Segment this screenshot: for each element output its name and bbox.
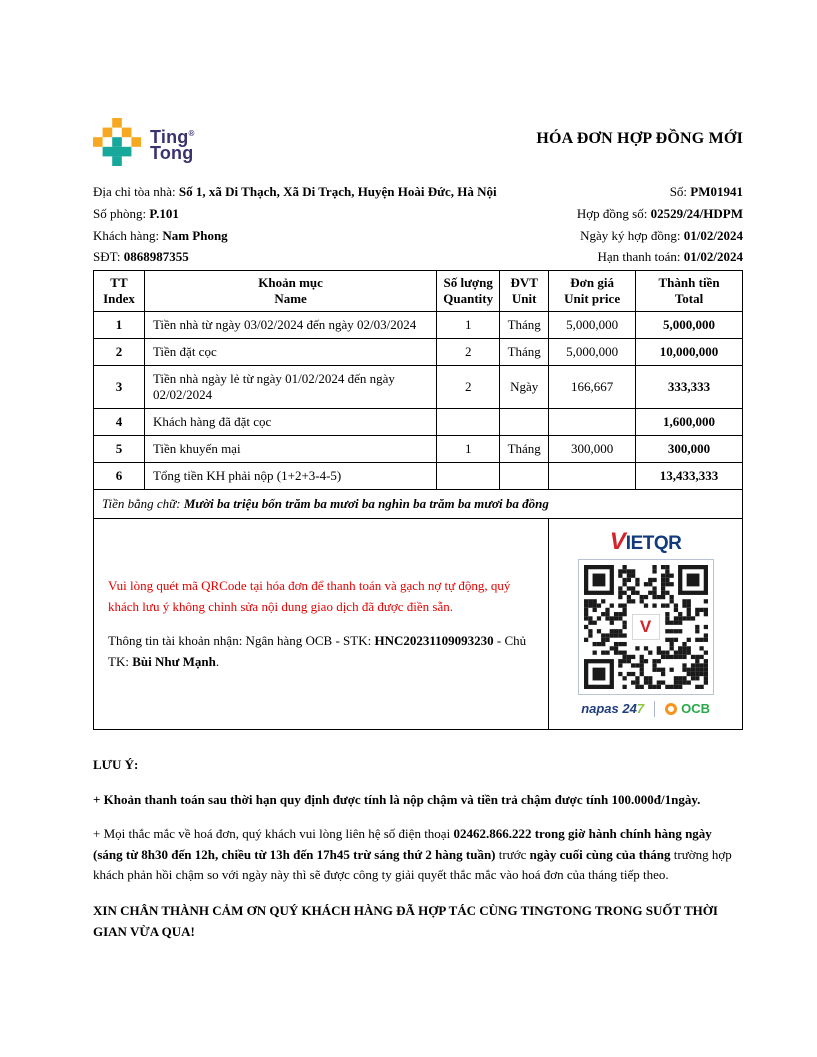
qr-center-logo: V: [632, 614, 660, 640]
invoice-header: [93, 118, 743, 166]
trademark-symbol: ®: [188, 129, 195, 138]
brand-ting: Ting®: [150, 127, 195, 147]
qr-panel: [549, 519, 743, 730]
contract-sign-date: Ngày ký hợp đồng: 01/02/2024: [580, 227, 743, 243]
napas-logo: napas 247: [581, 701, 645, 717]
payment-instructions: [94, 519, 549, 730]
building-address: Địa chỉ tòa nhà: Số 1, xã Di Thạch, Xã Di Trạch, Huyện Hoài Đức, Hà Nội: [93, 184, 497, 199]
notes-section: [93, 755, 743, 942]
invoice-meta: [577, 181, 743, 268]
room-number: Số phòng: P.101: [93, 205, 179, 221]
late-payment-note: + Khoản thanh toán sau thời hạn quy định được tính là nộp chậm và tiền trả chậm được tính 100.000đ/1ngày.: [93, 791, 701, 807]
customer-name: Khách hàng: Nam Phong: [93, 227, 228, 243]
ocb-logo: OCB: [665, 701, 710, 716]
logo-wordmark: [150, 126, 195, 161]
amount-in-words-value: Mười ba triệu bốn trăm ba mươi ba nghìn ba trăm ba mươi ba đồng: [183, 496, 549, 512]
notes-heading: LƯU Ý:: [93, 757, 139, 773]
col-header-quantity: Số lượng Quantity: [437, 271, 500, 312]
tingtong-logo: [93, 118, 195, 166]
invoice-content: [93, 118, 743, 942]
tingtong-logo-icon: [93, 118, 141, 166]
table-row-grand-total: 6 Tổng tiền KH phải nộp (1+2+3-4-5) 13,433,333: [94, 463, 743, 490]
payment-due-date: Hạn thanh toán: 01/02/2024: [597, 249, 743, 265]
invoice-title: HÓA ĐƠN HỢP ĐỒNG MỚI: [536, 130, 743, 147]
table-row: 1 Tiền nhà từ ngày 03/02/2024 đến ngày 02/03/2024 1 Tháng 5,000,000 5,000,000: [94, 312, 743, 339]
col-header-unit: ĐVT Unit: [500, 271, 549, 312]
table-row: 3 Tiền nhà ngày lẻ từ ngày 01/02/2024 đến ngày 02/02/2024 2 Ngày 166,667 333,333: [94, 366, 743, 409]
qr-payment-notice: Vui lòng quét mã QRCode tại hóa đơn để thanh toán và gạch nợ tự động, quý khách lưu ý không chỉnh sửa nội dung giao dịch đã được điền sẵn.: [108, 578, 511, 614]
contract-number: Hợp đồng số: 02529/24/HDPM: [576, 205, 743, 221]
contact-note: + Mọi thắc mắc về hoá đơn, quý khách vui lòng liên hệ số điện thoại 02462.866.222 trong giờ hành chính hàng ngày (sáng từ 8h30 đến 12h, chiều từ 13h đến 17h45 trừ sáng thứ 2 hàng tuần) trước ngày cuối cùng của tháng trường hợp khách phản hồi chậm so với ngày này thì sẽ được công ty giải quyết thắc mắc vào hoá đơn của tháng tiếp theo.: [93, 826, 732, 883]
thank-you-note: XIN CHÂN THÀNH CẢM ƠN QUÝ KHÁCH HÀNG ĐÃ HỢP TÁC CÙNG TINGTONG TRONG SUỐT THỜI GIAN VỪA QUA!: [93, 902, 718, 939]
customer-info: [93, 181, 503, 268]
customer-phone: SĐT: 0868987355: [93, 249, 189, 265]
table-header-row: [94, 271, 743, 312]
col-header-unit-price: Đơn giá Unit price: [549, 271, 636, 312]
info-section: [93, 181, 743, 268]
invoice-table: [93, 270, 743, 730]
amount-in-words-row: [94, 490, 743, 519]
col-header-total: Thành tiền Total: [636, 271, 743, 312]
ocb-ring-icon: [665, 703, 677, 715]
vietqr-logo: VIETQR: [609, 527, 682, 555]
payment-row: [94, 519, 743, 730]
logo-divider: [654, 701, 655, 717]
table-row: 4 Khách hàng đã đặt cọc 1,600,000: [94, 409, 743, 436]
qr-code: [578, 559, 714, 695]
amount-in-words-label: Tiền bằng chữ:: [102, 496, 184, 512]
table-row: 2 Tiền đặt cọc 2 Tháng 5,000,000 10,000,000: [94, 339, 743, 366]
col-header-index: TT Index: [94, 271, 145, 312]
table-row: 5 Tiền khuyến mại 1 Tháng 300,000 300,000: [94, 436, 743, 463]
payment-network-logos: [549, 701, 742, 717]
invoice-number: Số: PM01941: [669, 184, 743, 199]
col-header-name: Khoản mục Name: [144, 271, 436, 312]
account-info: Thông tin tài khoản nhận: Ngân hàng OCB - STK: HNC20231109093230 - Chủ TK: Bùi Như Mạnh.: [108, 633, 527, 669]
brand-tong: Tong: [150, 143, 194, 163]
